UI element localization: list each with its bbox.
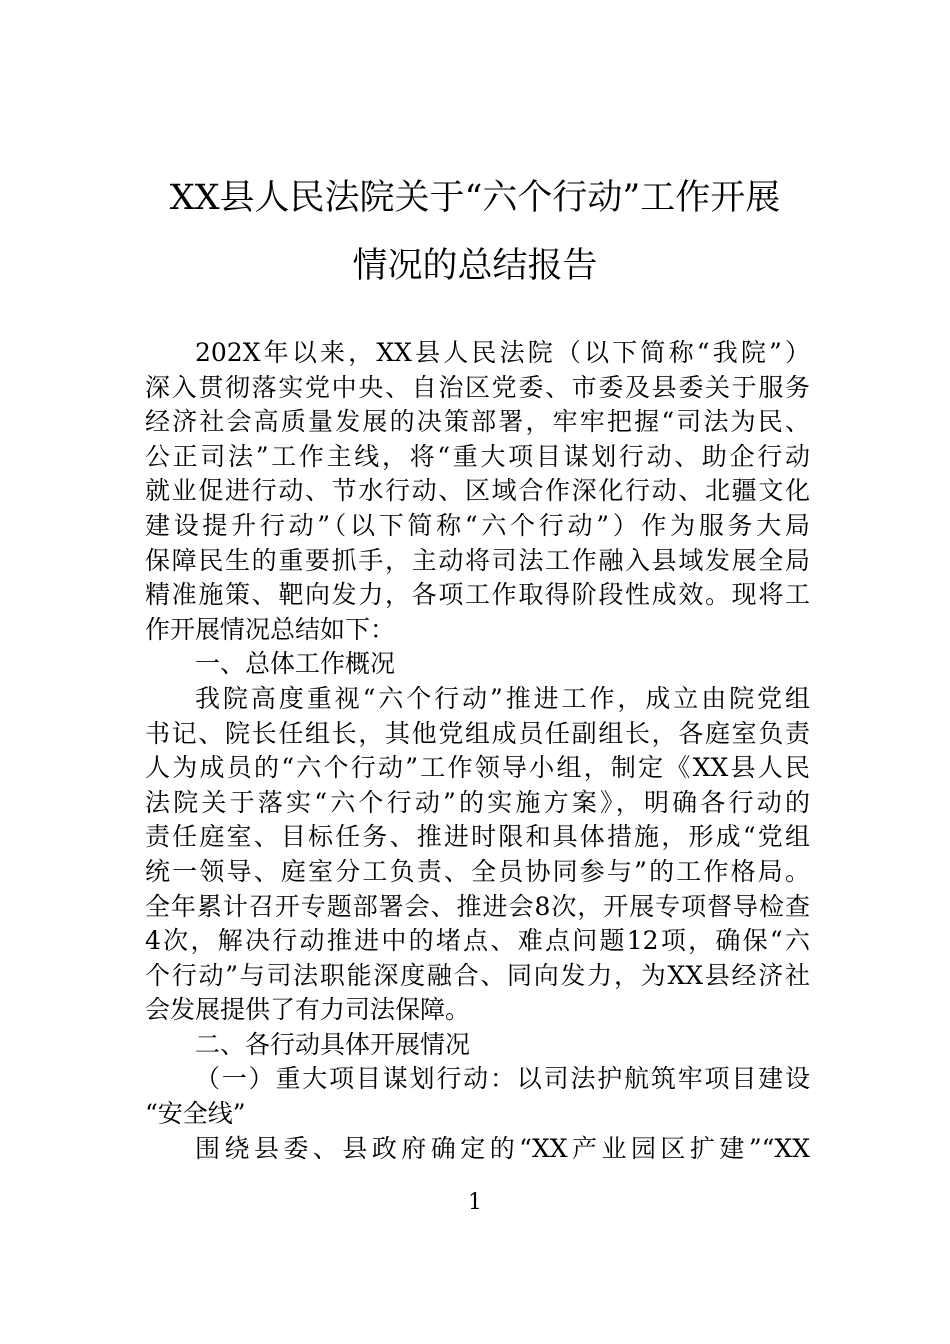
paragraph-line: 公正司法”工作主线，将“重大项目谋划行动、助企行动 (145, 441, 810, 471)
paragraph-line: 202X年以来，XX县人民法院（以下简称“我院”） (195, 338, 810, 367)
paragraph-line: 全年累计召开专题部署会、推进会8次，开展专项督导检查 (145, 891, 810, 921)
paragraph-line: 深入贯彻落实党中央、自治区党委、市委及县委关于服务 (145, 372, 810, 402)
document-title-line-2: 情况的总结报告 (352, 246, 598, 286)
paragraph-line: 统一领导、庭室分工负责、全员协同参与”的工作格局。 (145, 856, 810, 886)
document-title-line-1: XX县人民法院关于“六个行动”工作开展 (169, 178, 781, 218)
paragraph-line: 责任庭室、目标任务、推进时限和具体措施，形成“党组 (145, 822, 810, 852)
paragraph-line: 作开展情况总结如下： (145, 614, 396, 644)
paragraph-line: 法院关于落实“六个行动”的实施方案》，明确各行动的 (145, 787, 810, 817)
paragraph-line: 人为成员的“六个行动”工作领导小组，制定《XX县人民 (145, 753, 810, 783)
paragraph-line: 会发展提供了有力司法保障。 (145, 995, 471, 1025)
paragraph-line: 保障民生的重要抓手，主动将司法工作融入县域发展全局 (145, 545, 810, 575)
paragraph-line: 经济社会高质量发展的决策部署，牢牢把握“司法为民、 (145, 407, 810, 437)
paragraph-line: 围绕县委、县政府确定的“XX产业园区扩建”“XX (195, 1133, 810, 1163)
paragraph-line: 书记、院长任组长，其他党组成员任副组长，各庭室负责 (145, 718, 810, 748)
subsection-heading: （一）重大项目谋划行动：以司法护航筑牢项目建设 (195, 1064, 810, 1094)
paragraph-line: 建设提升行动”（以下简称“六个行动”）作为服务大局 (145, 510, 810, 540)
paragraph-line: 我院高度重视“六个行动”推进工作，成立由院党组 (195, 683, 810, 713)
page-number: 1 (468, 1190, 482, 1215)
document-body (145, 336, 810, 1166)
paragraph-line: 精准施策、靶向发力，各项工作取得阶段性成效。现将工 (145, 580, 810, 610)
section-heading: 二、各行动具体开展情况 (195, 1029, 471, 1059)
paragraph-line: 4次，解决行动推进中的堵点、难点问题12项，确保“六 (145, 926, 810, 956)
subsection-heading: “安全线” (145, 1099, 246, 1129)
paragraph-line: 个行动”与司法职能深度融合、同向发力，为XX县经济社 (145, 960, 810, 990)
paragraph-line: 就业促进行动、节水行动、区域合作深化行动、北疆文化 (145, 476, 810, 506)
section-heading: 一、总体工作概况 (195, 649, 396, 679)
